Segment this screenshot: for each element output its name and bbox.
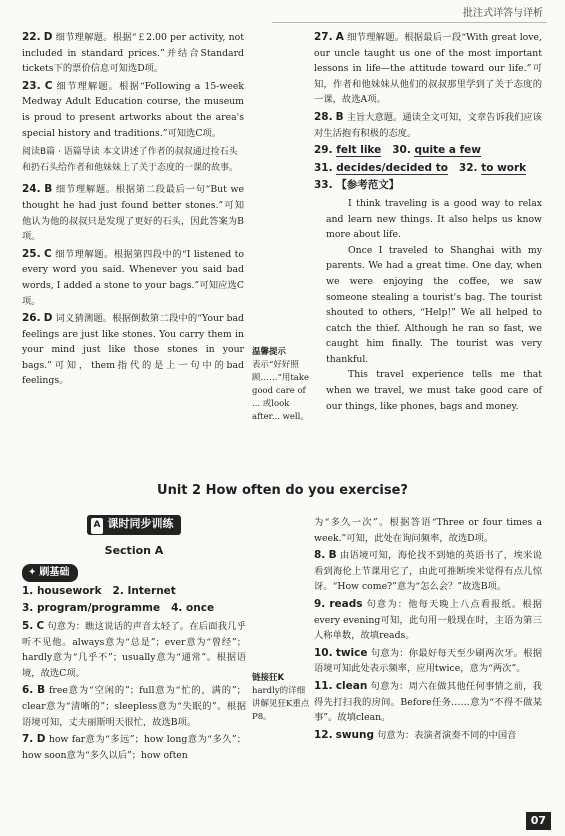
left-column-top [22, 30, 244, 391]
item-answer: C [44, 79, 53, 92]
essay-title: 【参考范文】 [336, 179, 400, 192]
star-icon: ✦ [28, 567, 37, 579]
answer-7 [22, 732, 246, 763]
item-answer: swung [335, 728, 374, 741]
item-number: 23. [22, 79, 41, 92]
item-number: 32. [458, 161, 478, 174]
item-answer: once [186, 602, 215, 615]
item-explanation: how far意为“多远”；how long意为“多久”；how soon意为“多久以后”；how often [22, 734, 246, 761]
item-explanation: 细节理解题。根据“Following a 15-week Medway Adult Education course, the museum is proud to present artworks about the area's special history and traditions.”可知选C项。 [22, 80, 244, 139]
item-explanation: free意为“空闲的”；full意为“忙的，满的”；clear意为“清晰的”；sleepless意为“失眠的”。根据语境可知，丈夫丽斯明天很忙，故选B项。 [22, 685, 246, 728]
reading-b-guide: 阅读B篇 · 语篇导读 本文讲述了作者的叔叔通过捡石头和扔石头给作者和他妹妹上了关于态度的一课的故事。 [22, 147, 239, 173]
item-answer: B [44, 183, 53, 196]
item-number: 26. [22, 312, 41, 325]
tag-label: 课时同步训练 [107, 517, 174, 530]
item-explanation: 为“多久一次”。根据答语“Three or four times a week.”可知，此处在询问频率，故选D项。 [314, 517, 542, 544]
item-answer: decides/decided to [336, 161, 448, 174]
answer-27 [314, 30, 542, 108]
right-column-top [314, 30, 542, 414]
left-column-bottom [22, 515, 246, 765]
section-title: Section A [104, 543, 164, 557]
side-note-link [252, 672, 310, 724]
item-answer: reads [329, 597, 363, 610]
item-answer: Internet [127, 584, 176, 597]
tag-letter: A [91, 518, 104, 534]
page-number: 07 [526, 812, 551, 830]
item-explanation: 细节理解题。根据第二段最后一句“But we thought he had just found better stones.”可知他认为他的叔叔只是发现了更好的石头，因此答案为B项。 [22, 184, 244, 243]
answer-5 [22, 619, 246, 681]
item-number: 8. [314, 549, 326, 562]
item-explanation: 句意为：表演者演奏不同的中国音 [376, 729, 517, 741]
answer-26 [22, 311, 244, 389]
essay-paragraph: This travel experience tells me that when we travel, we must take good care of our things, like phones, bags and money. [326, 369, 542, 412]
answer-23 [22, 79, 244, 141]
item-answer: twice [335, 646, 368, 659]
answer-row-29-30 [314, 143, 542, 159]
side-note-tip [252, 346, 310, 424]
answer-6 [22, 683, 246, 730]
item-answer: B [335, 110, 344, 123]
item-number: 24. [22, 183, 41, 196]
item-number: 25. [22, 247, 41, 260]
item-number: 29. [314, 144, 333, 157]
item-number: 27. [314, 31, 333, 43]
item-explanation: 句意为：他每天晚上八点看报纸。根据every evening可知，此句用一般现在时，主语为第三人称单数，故填reads。 [314, 598, 542, 642]
right-column-bottom [314, 515, 542, 745]
item-number: 5. [22, 619, 34, 632]
answer-row-3-4 [22, 601, 246, 617]
item-number: 10. [314, 646, 333, 659]
item-answer: D [36, 733, 46, 746]
item-explanation: 句意为：周六在做其他任何事情之前，我得先打扫我的房间。Before任务……意为“不得不做某事”。故填clean。 [314, 680, 542, 724]
side-note-body: 表示“好好照顾……”用take good care of ... 或look after... well。 [252, 360, 310, 422]
item-number: 4. [171, 602, 183, 615]
basics-pill [22, 564, 78, 582]
answer-row-31-32 [314, 161, 542, 177]
item-explanation: 句意为：你最好每天至少刷两次牙。根据语境可知此处表示频率，应用twice，意为“两次”。 [314, 647, 542, 675]
essay-paragraph: I think traveling is a good way to relax and learn new things. It also helps us know more about life. [326, 197, 542, 241]
essay-heading [314, 178, 542, 194]
item-answer: B [37, 684, 46, 697]
answer-11 [314, 679, 542, 726]
item-answer: C [44, 247, 52, 260]
item-answer: quite a few [414, 144, 482, 157]
header-divider [272, 22, 547, 23]
lesson-tag [87, 515, 182, 535]
item-answer: C [36, 619, 45, 632]
answer-row-1-2 [22, 584, 246, 600]
item-answer: clean [335, 679, 368, 692]
pill-label: 刷基础 [39, 567, 70, 579]
item-answer: felt like [336, 144, 382, 157]
answer-24 [22, 182, 244, 244]
side-note-title: 链接狂K [252, 673, 285, 683]
item-answer: program/programme [36, 602, 161, 615]
answer-8 [314, 548, 542, 595]
answer-28 [314, 110, 542, 141]
item-explanation: 细节理解题。根据第四段中的“I listened to every word you said. Whenever you said bad words, I added a stone to your bags.”可知应选C项。 [22, 248, 244, 307]
item-answer: housework [36, 584, 102, 597]
answer-9 [314, 597, 542, 644]
item-number: 30. [392, 144, 411, 157]
item-explanation: 词义猜测题。根据倒数第二段中的“Your bad feelings are just like stones. You carry them in your mind just like those stones in your bags.”可知，them指代的是上一句中的bad feelings。 [22, 313, 244, 387]
answer-25 [22, 247, 244, 309]
item-number: 7. [22, 733, 34, 746]
item-number: 3. [22, 602, 34, 615]
side-note-body: hardly的详细讲解见狂K重点P8。 [252, 686, 310, 722]
item-number: 2. [112, 584, 124, 597]
answer-22 [22, 30, 244, 77]
answer-10 [314, 646, 542, 677]
item-explanation: 细节理解题。根据最后一段“With great love, our uncle taught us one of the most important lessons in life—the attitude toward our life.”可知，作者和他妹妹从他们的叔叔那里学到了关于态度的一课，故选A项。 [314, 32, 542, 106]
item-explanation: 细节理解题。根据“￡2.00 per activity, not included in standard prices.”并结合Standard tickets下的票价信息可知选D项。 [22, 32, 244, 75]
answer-12 [314, 728, 542, 744]
item-explanation: 句意为：瞧这说话的声音太轻了。在后面我几乎听不见他。always意为“总是”；ever意为“曾经”；hardly意为“几乎不”；usually意为“通常”。根据语境，故选C项。 [22, 620, 246, 679]
item-number: 6. [22, 684, 34, 697]
item-number: 31. [314, 161, 333, 174]
essay-paragraph: Once I traveled to Shanghai with my parents. We had a great time. One day, when we were enjoying the coffee, we saw someone stealing a tourist's bag. The tourist shouted to others, “Help!” We all helped to catch the thief. Although he ran so fast, we caught him finally. The tourist was very thankful. [326, 244, 542, 365]
item-explanation: 由语境可知，海伦找不到她的英语书了，埃米说看到海伦上节课用它了，由此可推断埃米觉得有点儿惊讶。“How come?”意为“怎么会？”故选B项。 [314, 550, 542, 593]
item-answer: D [43, 31, 53, 43]
item-number: 28. [314, 110, 333, 123]
item-answer: to work [481, 161, 527, 174]
side-note-title: 温馨提示 [252, 347, 287, 357]
item-number: 11. [314, 679, 333, 692]
item-number: 9. [314, 597, 326, 610]
item-explanation: 主旨大意题。通读全文可知，文章告诉我们应该对生活抱有积极的态度。 [314, 111, 542, 139]
item-number: 33. [314, 179, 333, 192]
item-answer: B [328, 549, 337, 562]
item-answer: D [43, 312, 53, 325]
page-header: 批注式详答与详析 [463, 8, 543, 19]
unit-title: Unit 2 How often do you exercise? [157, 483, 408, 498]
item-answer: A [335, 31, 344, 43]
answer-7-continued [314, 515, 542, 546]
item-number: 1. [22, 584, 34, 597]
item-number: 22. [22, 31, 41, 43]
item-number: 12. [314, 728, 333, 741]
